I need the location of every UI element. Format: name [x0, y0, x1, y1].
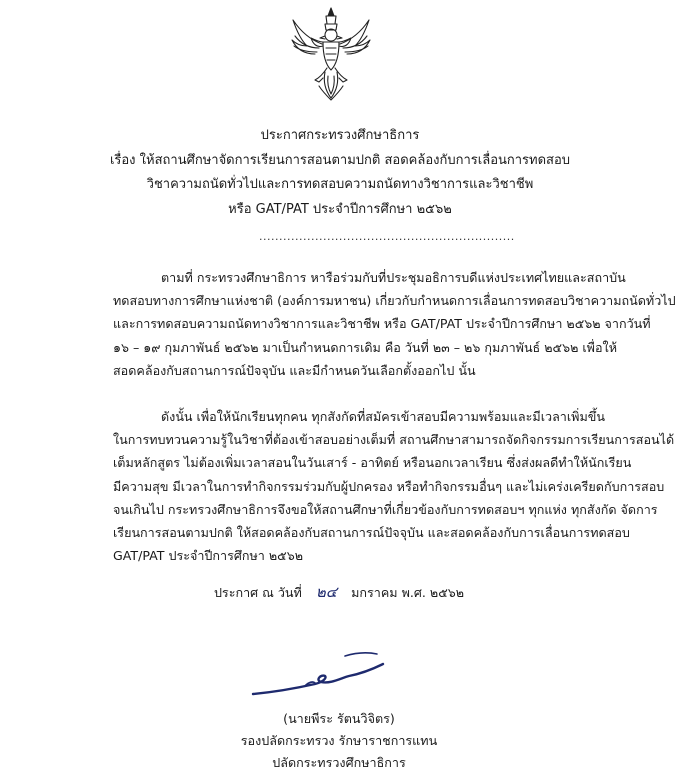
paragraph-line: มีความสุข มีเวลาในการทำกิจกรรมร่วมกับผู้ปกครอง หรือทำกิจกรรมอื่นๆ และไม่เคร่งเครียดกับการสอบ: [113, 478, 665, 494]
paragraph-directive: [113, 405, 675, 567]
heading-separator: ................................................................: [259, 230, 515, 243]
paragraph-line: GAT/PAT ประจำปีการศึกษา ๒๕๖๒: [113, 548, 304, 564]
heading-subject: เรื่อง ให้สถานศึกษาจัดการเรียนการสอนตามปกติ สอดคล้องกับการเลื่อนการทดสอบ: [109, 152, 571, 168]
paragraph-line: ทดสอบทางการศึกษาแห่งชาติ (องค์การมหาชน) เกี่ยวกับกำหนดการเลื่อนการทดสอบวิชาความถนัดทั่วไป: [113, 293, 676, 309]
heading-subject-line3: หรือ GAT/PAT ประจำปีการศึกษา ๒๕๖๒: [228, 201, 452, 217]
paragraph-line: ตามที่ กระทรวงศึกษาธิการ หารือร่วมกับที่ประชุมอธิการบดีแห่งประเทศไทยและสถาบัน: [161, 270, 626, 285]
signer-block: [0, 708, 678, 774]
handwritten-signature: [245, 640, 415, 700]
paragraph-line: และการทดสอบความถนัดทางวิชาการและวิชาชีพ หรือ GAT/PAT ประจำปีการศึกษา ๒๕๖๒ จากวันที่: [113, 316, 651, 332]
signer-office: ปลัดกระทรวงศึกษาธิการ: [272, 755, 406, 770]
paragraph-line: ๑๖ – ๑๙ กุมภาพันธ์ ๒๕๖๒ มาเป็นกำหนดการเดิม คือ วันที่ ๒๓ – ๒๖ กุมภาพันธ์ ๒๕๖๒ เพื่อให้: [113, 339, 618, 355]
heading-issuer: ประกาศกระทรวงศึกษาธิการ: [260, 128, 420, 143]
announcement-date: [0, 580, 678, 604]
paragraph-line: เรียนการสอนตามปกติ ให้สอดคล้องกับสถานการณ์ปัจจุบัน และสอดคล้องกับการเลื่อนการทดสอบ: [113, 525, 630, 541]
announcement-day-handwritten: ๒๔: [315, 583, 338, 601]
announcement-prefix: ประกาศ ณ วันที่: [213, 585, 302, 600]
paragraph-line: เต็มหลักสูตร ไม่ต้องเพิ่มเวลาสอนในวันเสาร์ - อาทิตย์ หรือนอกเวลาเรียน ซึ่งส่งผลดีทำให้นักเรียน: [113, 455, 632, 471]
announcement-month-year: มกราคม พ.ศ. ๒๕๖๒: [351, 585, 465, 600]
paragraph-line: ดังนั้น เพื่อให้นักเรียนทุกคน ทุกสังกัดที่สมัครเข้าสอบมีความพร้อมและมีเวลาเพิ่มขึ้น: [161, 409, 605, 424]
paragraph-line: ในการทบทวนความรู้ในวิชาที่ต้องเข้าสอบอย่างเต็มที่ สถานศึกษาสามารถจัดกิจกรรมการเรียนการสอนได้: [113, 432, 675, 448]
signer-position: รองปลัดกระทรวง รักษาราชการแทน: [240, 733, 438, 748]
paragraph-line: จนเกินไป กระทรวงศึกษาธิการจึงขอให้สถานศึกษาที่เกี่ยวข้องกับการทดสอบฯ ทุกแห่ง ทุกสังกัด จัดการ: [113, 501, 658, 517]
heading-subject-line2: วิชาความถนัดทั่วไปและการทดสอบความถนัดทางวิชาการและวิชาชีพ: [146, 177, 534, 192]
garuda-emblem-icon: [289, 6, 373, 102]
signer-name: (นายพีระ รัตนวิจิตร): [283, 711, 395, 726]
paragraph-background: [113, 266, 676, 382]
document-heading: [60, 124, 620, 222]
paragraph-line: สอดคล้องกับสถานการณ์ปัจจุบัน และมีกำหนดวันเลือกตั้งออกไป นั้น: [113, 362, 476, 378]
